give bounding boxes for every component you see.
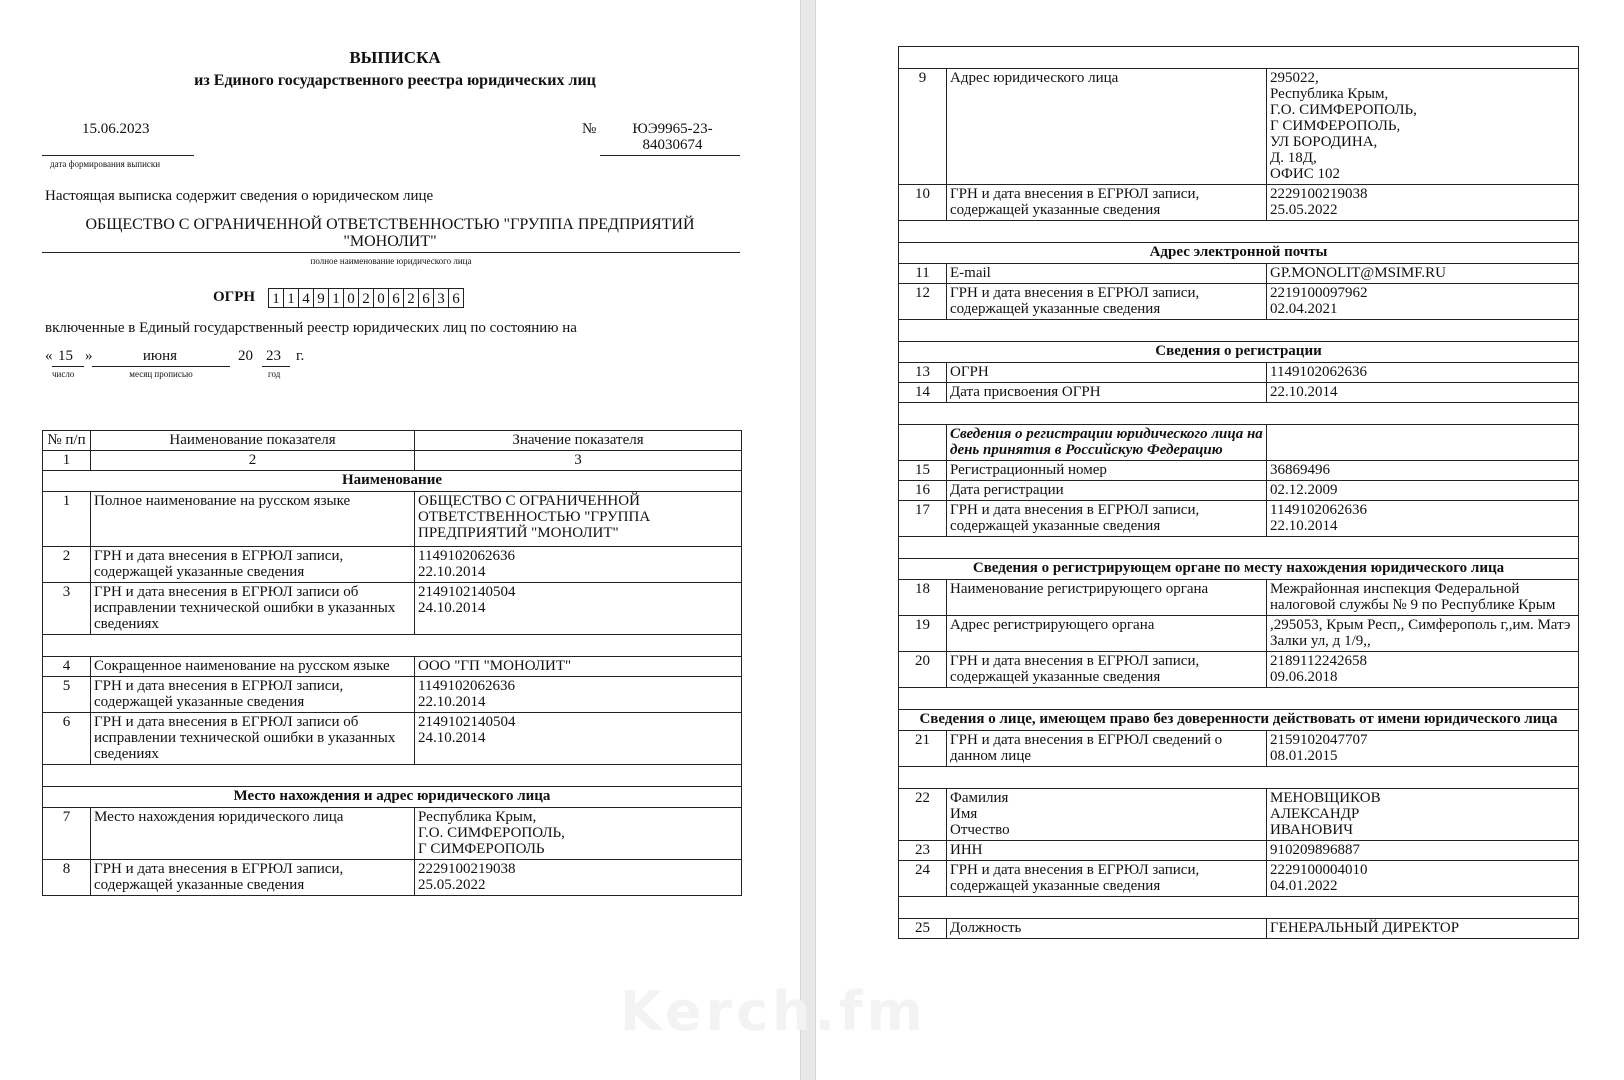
- row-number: 16: [899, 481, 947, 501]
- row-value: 22.10.2014: [1267, 383, 1579, 403]
- value-name: АЛЕКСАНДР: [1270, 806, 1360, 822]
- row-value-date: 22.10.2014: [1270, 518, 1338, 534]
- table-row: [899, 69, 1579, 185]
- ogrn-digit-box: 6: [388, 288, 404, 308]
- row-value: [1267, 789, 1579, 841]
- row-number: 6: [43, 713, 91, 765]
- row-label: ГРН и дата внесения в ЕГРЮЛ записи, содержащей указанные сведения: [947, 185, 1267, 221]
- row-number: 2: [43, 547, 91, 583]
- ogrn-digit-boxes: [269, 288, 464, 308]
- row-number: 22: [899, 789, 947, 841]
- row-value-line: Республика Крым,: [1270, 86, 1389, 102]
- row-number: 12: [899, 284, 947, 320]
- row-number: 24: [899, 861, 947, 897]
- section-registration: Сведения о регистрации: [899, 342, 1579, 363]
- col-number: 2: [91, 451, 415, 471]
- table-row: [43, 583, 742, 635]
- table-row: [43, 492, 742, 547]
- ogrn-digit-box: 4: [298, 288, 314, 308]
- row-value-grn: 1149102062636: [1270, 502, 1367, 518]
- row-value: [1267, 861, 1579, 897]
- blank-row: [899, 537, 1579, 559]
- table-colnum-row: [43, 451, 742, 471]
- table-row: [899, 264, 1579, 284]
- row-value: [1267, 69, 1579, 185]
- year-suffix: 23: [266, 348, 281, 364]
- table-row: [899, 841, 1579, 861]
- formation-date-caption: дата формирования выписки: [50, 159, 161, 169]
- row-value-grn: 1149102062636: [418, 678, 515, 694]
- reg-rf-heading: Сведения о регистрации юридического лица на день принятия в Российскую Федерацию: [947, 425, 1267, 461]
- row-number: 7: [43, 808, 91, 860]
- row-value-grn: 2229100004010: [1270, 862, 1368, 878]
- row-label: Адрес юридического лица: [947, 69, 1267, 185]
- row-label: ГРН и дата внесения в ЕГРЮЛ записи, содержащей указанные сведения: [947, 861, 1267, 897]
- ogrn-digit-box: 1: [328, 288, 344, 308]
- right-register-table: [898, 46, 1579, 939]
- table-row: [43, 860, 742, 896]
- row-label: ГРН и дата внесения в ЕГРЮЛ записи об исправлении технической ошибки в указанных сведениях: [91, 583, 415, 635]
- row-value-grn: 1149102062636: [418, 548, 515, 564]
- row-value-date: 24.10.2014: [418, 600, 486, 616]
- table-row: [899, 580, 1579, 616]
- col-header-name: Наименование показателя: [91, 431, 415, 451]
- row-number: 25: [899, 919, 947, 939]
- row-value-line: ОФИС 102: [1270, 166, 1340, 182]
- row-value: 910209896887: [1267, 841, 1579, 861]
- extract-number-line2: 84030674: [642, 137, 703, 153]
- blank-row: [899, 897, 1579, 919]
- included-text: включенные в Единый государственный реестр юридических лиц по состоянию на: [45, 320, 577, 336]
- row-label: ИНН: [947, 841, 1267, 861]
- row-number: 21: [899, 731, 947, 767]
- table-row: [899, 501, 1579, 537]
- table-row: [43, 713, 742, 765]
- empty-cell: [1267, 425, 1579, 461]
- row-number: 1: [43, 492, 91, 547]
- row-label: ГРН и дата внесения в ЕГРЮЛ записи, содержащей указанные сведения: [947, 652, 1267, 688]
- section-email: Адрес электронной почты: [899, 243, 1579, 264]
- doc-subtitle: из Единого государственного реестра юридических лиц: [194, 72, 596, 89]
- date-day: 15: [58, 348, 73, 364]
- page-right: [816, 0, 1624, 1080]
- ogrn-label: ОГРН: [213, 289, 256, 305]
- row-value-line: 295022,: [1270, 70, 1319, 86]
- table-row: [899, 789, 1579, 841]
- extract-number-line1: ЮЭ9965-23-: [632, 121, 713, 137]
- ogrn-digit-box: 6: [448, 288, 464, 308]
- row-value: [415, 860, 742, 896]
- row-value: 36869496: [1267, 461, 1579, 481]
- label-patronymic: Отчество: [950, 822, 1010, 838]
- row-value-line: Г.О. СИМФЕРОПОЛЬ,: [1270, 102, 1417, 118]
- row-value-date: 25.05.2022: [1270, 202, 1338, 218]
- row-value-grn: 2229100219038: [418, 861, 516, 877]
- row-value: Межрайонная инспекция Федеральной налоговой службы № 9 по Республике Крым: [1267, 580, 1579, 616]
- row-label: ГРН и дата внесения в ЕГРЮЛ записи, содержащей указанные сведения: [91, 677, 415, 713]
- row-value-grn: 2149102140504: [418, 714, 516, 730]
- row-number: 20: [899, 652, 947, 688]
- row-value-date: 09.06.2018: [1270, 669, 1338, 685]
- row-label: Дата регистрации: [947, 481, 1267, 501]
- row-value: [1267, 185, 1579, 221]
- row-value-grn: 2159102047707: [1270, 732, 1368, 748]
- row-number: 10: [899, 185, 947, 221]
- row-label: Полное наименование на русском языке: [91, 492, 415, 547]
- year-prefix: 20: [238, 348, 253, 364]
- row-label: ГРН и дата внесения в ЕГРЮЛ записи, содержащей указанные сведения: [91, 547, 415, 583]
- row-value: [415, 713, 742, 765]
- row-number: 23: [899, 841, 947, 861]
- date-month: июня: [142, 348, 178, 364]
- label-name: Имя: [950, 806, 978, 822]
- intro-text: Настоящая выписка содержит сведения о юридическом лице: [45, 188, 434, 204]
- blank-row: [43, 765, 742, 787]
- row-label: Дата присвоения ОГРН: [947, 383, 1267, 403]
- caption-month: месяц прописью: [129, 369, 193, 379]
- row-number: 9: [899, 69, 947, 185]
- section-name: Наименование: [43, 471, 742, 492]
- row-label: ГРН и дата внесения в ЕГРЮЛ записи, содержащей указанные сведения: [947, 284, 1267, 320]
- table-row: [43, 677, 742, 713]
- blank-row: [899, 221, 1579, 243]
- ogrn-digit-box: 1: [268, 288, 284, 308]
- empty-cell: [899, 425, 947, 461]
- doc-title: ВЫПИСКА: [349, 48, 441, 67]
- row-value-date: 22.10.2014: [418, 564, 486, 580]
- row-number: 8: [43, 860, 91, 896]
- row-number: 5: [43, 677, 91, 713]
- blank-row: [899, 320, 1579, 342]
- row-value-grn: 2229100219038: [1270, 186, 1368, 202]
- row-value-grn: 2219100097962: [1270, 285, 1368, 301]
- table-row: [899, 481, 1579, 501]
- row-value: [415, 808, 742, 860]
- row-value: [415, 547, 742, 583]
- row-value: [1267, 731, 1579, 767]
- ogrn-digit-box: 6: [418, 288, 434, 308]
- row-label: ОГРН: [947, 363, 1267, 383]
- row-value: [1267, 652, 1579, 688]
- org-full-name: [40, 216, 740, 250]
- row-value: [415, 583, 742, 635]
- row-number: 4: [43, 657, 91, 677]
- row-value-grn: 2149102140504: [418, 584, 516, 600]
- row-value: ГЕНЕРАЛЬНЫЙ ДИРЕКТОР: [1267, 919, 1579, 939]
- row-value-email: GP.MONOLIT@MSIMF.RU: [1267, 264, 1579, 284]
- row-value-date: 25.05.2022: [418, 877, 486, 893]
- ogrn-digit-box: 0: [373, 288, 389, 308]
- col-header-value: Значение показателя: [415, 431, 742, 451]
- row-label: Сокращенное наименование на русском языке: [91, 657, 415, 677]
- row-value: ОБЩЕСТВО С ОГРАНИЧЕННОЙ ОТВЕТСТВЕННОСТЬЮ "ГРУППА ПРЕДПРИЯТИЙ "МОНОЛИТ": [415, 492, 742, 547]
- row-label: E-mail: [947, 264, 1267, 284]
- table-row: [899, 919, 1579, 939]
- caption-year: год: [268, 369, 281, 379]
- row-value-line: Д. 18Д,: [1270, 150, 1317, 166]
- row-value-line: Г СИМФЕРОПОЛЬ: [418, 841, 545, 857]
- row-value-date: 08.01.2015: [1270, 748, 1338, 764]
- row-number: 11: [899, 264, 947, 284]
- row-number: 13: [899, 363, 947, 383]
- row-value: ,295053, Крым Респ,, Симферополь г,,им. Матэ Залки ул, д 1/9,,: [1267, 616, 1579, 652]
- year-mark: г.: [296, 348, 305, 364]
- row-number: 19: [899, 616, 947, 652]
- row-value: 1149102062636: [1267, 363, 1579, 383]
- extract-number: [610, 121, 735, 153]
- blank-row: [899, 47, 1579, 69]
- page-left: [0, 0, 800, 1080]
- day-open: «: [45, 348, 53, 364]
- caption-day: число: [52, 369, 75, 379]
- label-surname: Фамилия: [950, 790, 1009, 806]
- org-name-line1: ОБЩЕСТВО С ОГРАНИЧЕННОЙ ОТВЕТСТВЕННОСТЬЮ "ГРУППА ПРЕДПРИЯТИЙ: [85, 216, 695, 233]
- row-value-line: Г.О. СИМФЕРОПОЛЬ,: [418, 825, 565, 841]
- ogrn-digit-box: 0: [343, 288, 359, 308]
- number-sign: №: [582, 121, 597, 137]
- ogrn-digit-box: 2: [358, 288, 374, 308]
- row-number: 15: [899, 461, 947, 481]
- row-value-date: 24.10.2014: [418, 730, 486, 746]
- row-value: [1267, 284, 1579, 320]
- row-label: ГРН и дата внесения в ЕГРЮЛ записи, содержащей указанные сведения: [947, 501, 1267, 537]
- section-address: Место нахождения и адрес юридического лица: [43, 787, 742, 808]
- row-value-line: Республика Крым,: [418, 809, 537, 825]
- table-row: [899, 616, 1579, 652]
- row-value-date: 22.10.2014: [418, 694, 486, 710]
- blank-row: [899, 767, 1579, 789]
- row-label: Регистрационный номер: [947, 461, 1267, 481]
- ogrn-digit-box: 2: [403, 288, 419, 308]
- org-name-caption: полное наименование юридического лица: [310, 256, 472, 266]
- table-row: [899, 383, 1579, 403]
- col-number: 1: [43, 451, 91, 471]
- row-number: 18: [899, 580, 947, 616]
- blank-row: [899, 403, 1579, 425]
- blank-row: [43, 635, 742, 657]
- ogrn-digit-box: 9: [313, 288, 329, 308]
- table-row: [899, 652, 1579, 688]
- row-label: ГРН и дата внесения в ЕГРЮЛ записи, содержащей указанные сведения: [91, 860, 415, 896]
- value-patronymic: ИВАНОВИЧ: [1270, 822, 1353, 838]
- org-name-line2: "МОНОЛИТ": [343, 233, 437, 250]
- row-number: 17: [899, 501, 947, 537]
- row-value: [415, 677, 742, 713]
- row-number: 14: [899, 383, 947, 403]
- row-value-line: УЛ БОРОДИНА,: [1270, 134, 1378, 150]
- table-row: [899, 284, 1579, 320]
- col-header-num: № п/п: [43, 431, 91, 451]
- row-value-grn: 2189112242658: [1270, 653, 1367, 669]
- table-row: [43, 657, 742, 677]
- section-person: Сведения о лице, имеющем право без доверенности действовать от имени юридического лица: [899, 710, 1579, 731]
- row-label: ГРН и дата внесения в ЕГРЮЛ сведений о данном лице: [947, 731, 1267, 767]
- row-value-date: 02.04.2021: [1270, 301, 1338, 317]
- row-label: [947, 789, 1267, 841]
- table-row: [899, 185, 1579, 221]
- table-row: [899, 363, 1579, 383]
- day-close: »: [85, 348, 93, 364]
- ogrn-digit-box: 3: [433, 288, 449, 308]
- value-surname: МЕНОВЩИКОВ: [1270, 790, 1381, 806]
- table-row: [43, 808, 742, 860]
- col-number: 3: [415, 451, 742, 471]
- table-row: [43, 547, 742, 583]
- blank-row: [899, 688, 1579, 710]
- table-row: [899, 731, 1579, 767]
- row-value: ООО "ГП "МОНОЛИТ": [415, 657, 742, 677]
- row-label: Место нахождения юридического лица: [91, 808, 415, 860]
- row-value-line: Г СИМФЕРОПОЛЬ,: [1270, 118, 1401, 134]
- row-number: 3: [43, 583, 91, 635]
- watermark: Kerch.fm: [620, 980, 927, 1043]
- row-label: Адрес регистрирующего органа: [947, 616, 1267, 652]
- page-gutter: [800, 0, 816, 1080]
- ogrn-digit-box: 1: [283, 288, 299, 308]
- row-value: 02.12.2009: [1267, 481, 1579, 501]
- left-register-table: [42, 430, 742, 896]
- section-reg-authority: Сведения о регистрирующем органе по месту нахождения юридического лица: [899, 559, 1579, 580]
- row-label: Должность: [947, 919, 1267, 939]
- reg-rf-heading-row: [899, 425, 1579, 461]
- table-header-row: [43, 431, 742, 451]
- table-row: [899, 861, 1579, 897]
- table-row: [899, 461, 1579, 481]
- row-value-date: 04.01.2022: [1270, 878, 1338, 894]
- formation-date: 15.06.2023: [82, 121, 150, 137]
- row-value: [1267, 501, 1579, 537]
- row-label: Наименование регистрирующего органа: [947, 580, 1267, 616]
- row-label: ГРН и дата внесения в ЕГРЮЛ записи об исправлении технической ошибки в указанных сведениях: [91, 713, 415, 765]
